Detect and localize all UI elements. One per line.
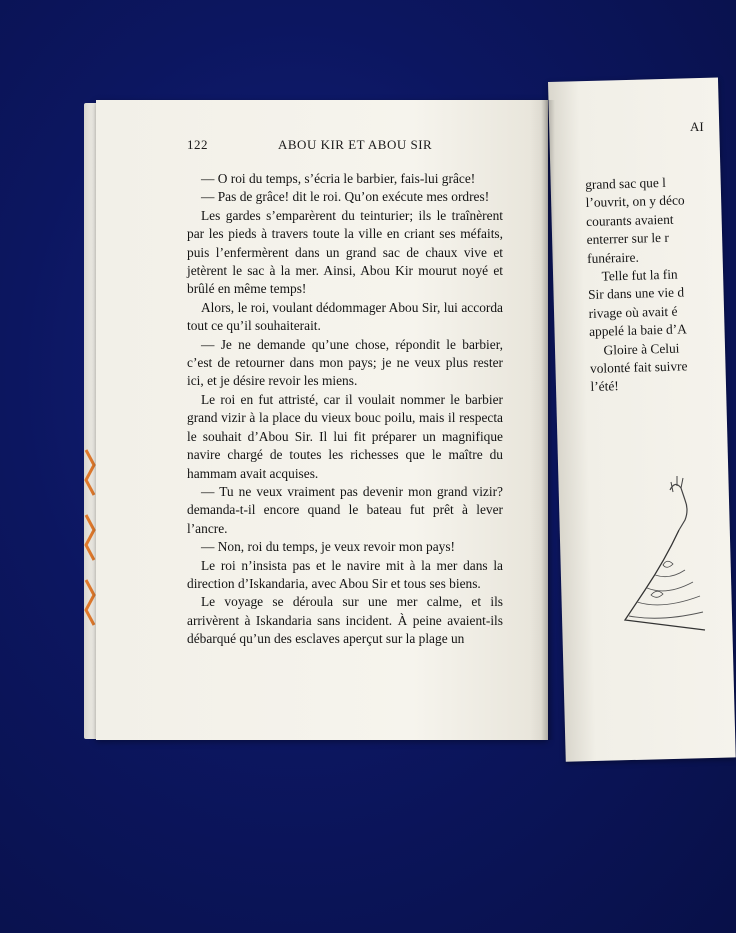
text-line: grand sac que l xyxy=(585,174,667,192)
book-gutter xyxy=(541,100,555,740)
ink-illustration xyxy=(615,470,705,650)
left-page-text xyxy=(187,170,503,649)
text-line: volonté fait suivre xyxy=(589,358,688,376)
text-line: enterrer sur le r xyxy=(586,230,669,248)
paragraph: Le roi en fut attristé, car il voulait nommer le barbier grand vizir à la place du vieux bouc poilu, mais il respecta le souhait d’Abou Sir. Il lui fit préparer un magnifique navire chargé de toutes les richesses que le maître du hammam avait acquises. xyxy=(187,391,503,481)
paragraph: Alors, le roi, voulant dédommager Abou Sir, lui accorda tout ce qu’il souhaiterait. xyxy=(187,299,503,334)
right-page-text xyxy=(585,172,731,396)
text-line: funéraire. xyxy=(586,249,640,266)
cover-ornament xyxy=(84,445,96,635)
paragraph: — Non, roi du temps, je veux revoir mon pays! xyxy=(201,539,456,555)
text-line: Telle fut la fin xyxy=(601,266,678,284)
text-line: l’ouvrit, on y déco xyxy=(585,192,685,211)
paragraph: — Tu ne veux vraiment pas devenir mon grand vizir? demanda-t-il encore quand le bateau fut prêt à lever l’ancre. xyxy=(187,483,503,536)
paragraph: — Pas de grâce! dit le roi. Qu’on exécute mes ordres! xyxy=(201,189,490,205)
text-line: courants avaient xyxy=(585,211,674,229)
paragraph: — O roi du temps, s’écria le barbier, fais-lui grâce! xyxy=(201,171,476,186)
paragraph: Les gardes s’emparèrent du teinturier; ils le traînèrent par les pieds à travers toute la ville en criant ses méfaits, puis l’enfermèrent dans un grand sac de chaux vive et jetèrent le sac à la mer. Ainsi, Abou Kir mourut noyé et brûlé en même temps! xyxy=(187,207,503,297)
paragraph: Le voyage se déroula sur une mer calme, et ils arrivèrent à Iskandaria sans incident. À peine avaient-ils débarqué qu’un des esclaves aperçut sur la plage un xyxy=(187,594,503,647)
text-line: rivage où avait é xyxy=(588,303,678,321)
right-running-head: AI xyxy=(690,119,704,134)
text-line: appelé la baie d’A xyxy=(588,321,688,340)
paragraph: — Je ne demande qu’une chose, répondit le barbier, c’est de retourner dans mon pays; je ne veux plus rester ici, et je désire revoir les miens. xyxy=(187,336,503,389)
running-head: ABOU KIR ET ABOU SIR xyxy=(278,137,433,152)
page-number: 122 xyxy=(187,137,208,152)
paragraph: Le roi n’insista pas et le navire mit à la mer dans la direction d’Iskandaria, avec Abou Sir et tous ses biens. xyxy=(187,557,503,591)
text-line: l’été! xyxy=(590,378,619,395)
text-line: Gloire à Celui xyxy=(603,340,680,358)
text-line: Sir dans une vie d xyxy=(587,284,685,303)
